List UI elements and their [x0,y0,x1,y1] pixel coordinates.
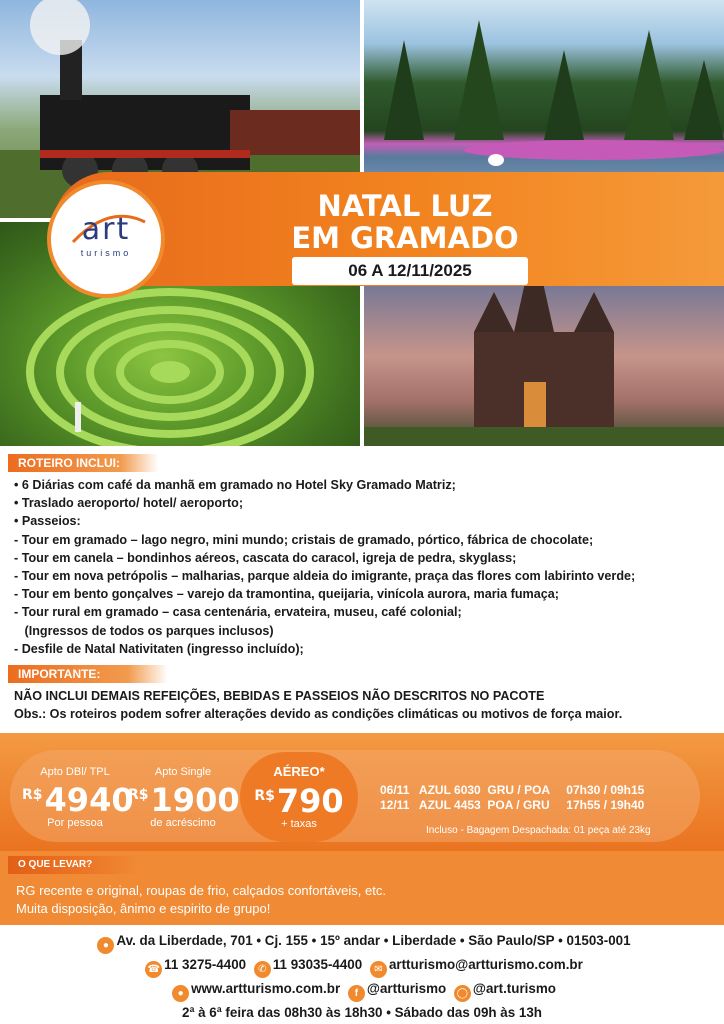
roteiro-list [14,476,714,658]
email[interactable]: artturismo@artturismo.com.br [388,957,583,972]
importante-heading: IMPORTANTE: [8,665,168,683]
price-single [128,766,238,829]
art-turismo-logo [47,180,165,298]
whatsapp[interactable]: 11 93035-4400 [272,957,363,972]
levar-heading: O QUE LEVAR? [8,856,138,874]
logo-text: art [81,212,131,247]
price-single-amount: 1900 [150,781,240,819]
instagram-icon: ◯ [454,985,471,1002]
price-dbl-currency: R$ [22,787,43,803]
phone[interactable]: 11 3275-4400 [164,957,247,972]
location-pin-icon: ● [97,937,114,954]
address-line [0,930,724,954]
phone-line [0,954,724,978]
website[interactable]: www.artturismo.com.br [191,981,341,996]
title-line-2: EM GRAMADO [291,221,519,255]
list-item: - Tour em nova petrópolis – malharias, parque aldeia do imigrante, praça das flores com labirinto verde; [14,569,636,584]
facebook-icon: f [348,985,365,1002]
importante-text [14,687,714,723]
flight-row: 12/11 AZUL 4453 POA / GRU 17h55 / 19h40 [380,798,645,812]
aereo-currency: R$ [254,788,275,804]
aereo-amount: 790 [276,782,344,820]
price-dbl-label: Apto DBl/ TPL [40,766,110,778]
aereo-label: AÉREO* [273,764,325,779]
web-line [0,978,724,1002]
facebook[interactable]: @artturismo [366,981,447,996]
price-dbl [22,766,134,829]
flight-row: 06/11 AZUL 6030 GRU / POA 07h30 / 09h15 [380,783,645,797]
list-item: (Ingressos de todos os parques inclusos) [14,623,274,638]
list-item: • Passeios: [14,514,81,529]
hours-line: 2ª à 6ª feira das 08h30 às 18h30 • Sábado das 09h às 13h [182,1005,542,1020]
price-aereo [246,764,352,830]
list-item: - Desfile de Natal Nativitaten (ingresso incluído); [14,641,304,656]
importante-line-1: NÃO INCLUI DEMAIS REFEIÇÕES, BEBIDAS E PASSEIOS NÃO DESCRITOS NO PACOTE [14,689,545,703]
trip-dates: 06 A 12/11/2025 [292,257,528,285]
phone-icon: ☎ [145,961,162,978]
levar-line-1: RG recente e original, roupas de frio, calçados confortáveis, etc. [16,883,386,898]
title-line-1: NATAL LUZ [317,189,493,223]
levar-line-2: Muita disposição, ânimo e espirito de grupo! [16,901,271,916]
web-icon: ● [172,985,189,1002]
whatsapp-icon: ✆ [254,961,271,978]
price-single-sub: de acréscimo [150,817,216,829]
price-single-value [128,778,238,817]
contact-block [0,930,724,1024]
price-dbl-amount: 4940 [44,781,134,819]
importante-line-2: Obs.: Os roteiros podem sofrer alterações devido as condições climáticas ou motivos de força maior. [14,707,623,721]
aereo-value [246,779,352,818]
price-single-label: Apto Single [154,766,212,778]
list-item: - Tour em canela – bondinhos aéreos, cascata do caracol, igreja de pedra, skyglass; [14,550,517,565]
price-single-currency: R$ [128,787,149,803]
list-item: • Traslado aeroporto/ hotel/ aeroporto; [14,496,244,511]
list-item: - Tour rural em gramado – casa centenária, ervateira, museu, café colonial; [14,605,462,620]
flight-table [380,783,644,813]
list-item: - Tour em gramado – lago negro, mini mundo; cristais de gramado, pórtico, fábrica de chocolate; [14,532,594,547]
aereo-sub: + taxas [281,818,317,830]
email-icon: ✉ [370,961,387,978]
instagram[interactable]: @art.turismo [472,981,556,996]
roteiro-heading: ROTEIRO INCLUI: [8,454,158,472]
list-item: - Tour em bento gonçalves – varejo da tramontina, queijaria, vinícola aurora, maria fumaça; [14,587,559,602]
page-title [260,190,550,254]
price-dbl-sub: Por pessoa [47,817,103,829]
list-item: • 6 Diárias com café da manhã em gramado no Hotel Sky Gramado Matriz; [14,478,456,492]
baggage-note: Incluso - Bagagem Despachada: 01 peça até 23kg [426,825,651,836]
price-dbl-value [22,778,134,819]
address: Av. da Liberdade, 701 • Cj. 155 • 15º andar • Liberdade • São Paulo/SP • 01503-001 [116,933,631,948]
logo-subtext: turismo [80,248,132,258]
levar-text [16,882,386,918]
